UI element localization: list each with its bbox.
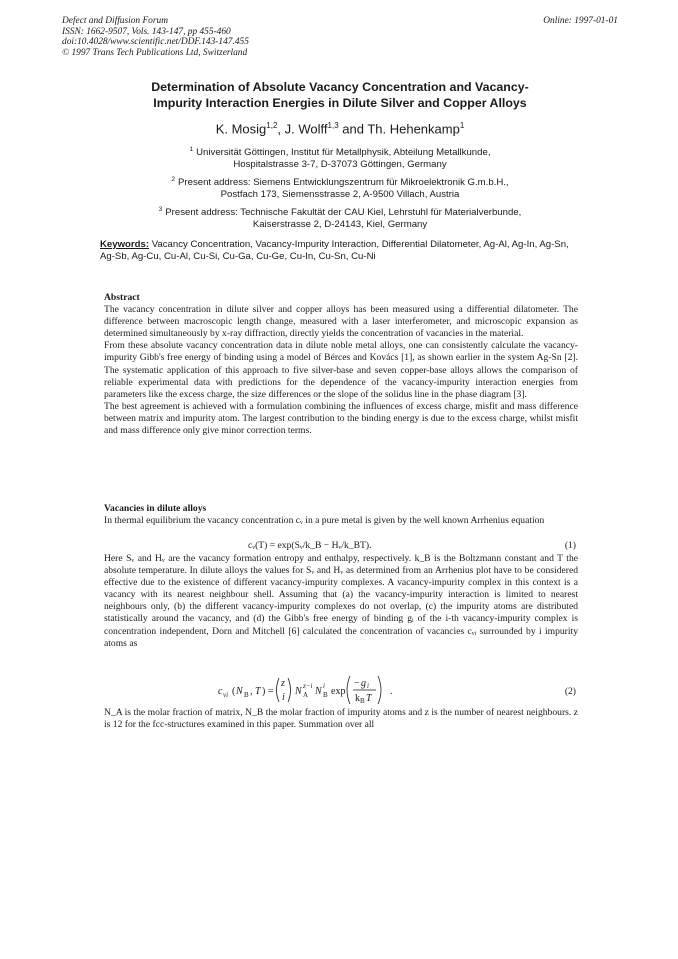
svg-text:−: − (354, 678, 360, 689)
author-1-affil: 1,2 (266, 121, 278, 130)
online-date: Online: 1997-01-01 (543, 16, 618, 26)
paper-title (60, 80, 620, 111)
abstract-paragraph-2: From these absolute vacancy concentration data in dilute noble metal alloys, one can consistently calculate the vacancy-impurity Gibb's free energy of binding using a model of Bérces and Kovács [1], as shown earlier in the system Ag-Sn [2]. The systematic application of this approach to five silver-base and seven copper-base alloys allows the comparison of reliable experimental data with predictions for the dependence of the vacancy-impurity interaction energies from parameters like the excess charge, the size differences or the slope of the solidus line in the phase diagram [3]. (104, 340, 578, 400)
title-line-1: Determination of Absolute Vacancy Concentration and Vacancy- (151, 80, 529, 94)
section-paragraph-2-block (104, 553, 578, 650)
svg-text:c: c (218, 686, 223, 697)
svg-text:B: B (244, 691, 249, 699)
affiliation-2-line-1: Present address: Siemens Entwicklungszentrum für Mikroelektronik G.m.b.H., (178, 177, 509, 189)
affiliation-1-line-2: Hospitalstrasse 3-7, D-37073 Göttingen, Germany (233, 158, 447, 170)
abstract-heading: Abstract (104, 292, 140, 303)
section-paragraph-1: In thermal equilibrium the vacancy concentration cᵥ in a pure metal is given by the well known Arrhenius equation (104, 515, 545, 527)
svg-text:z−i: z−i (303, 682, 313, 690)
svg-text:B: B (360, 697, 365, 705)
svg-text:T: T (366, 693, 372, 704)
equation-2-number: (2) (564, 686, 576, 697)
abstract-section (104, 292, 578, 437)
author-2: J. Wolff (284, 121, 328, 137)
svg-text:k: k (355, 693, 360, 704)
svg-text:A: A (303, 691, 309, 699)
doi-line: doi:10.4028/www.scientific.net/DDF.143-147.455 (62, 37, 249, 48)
section-paragraph-3: N_A is the molar fraction of matrix, N_B the molar fraction of impurity atoms and z is the number of nearest neighbours. z is 12 for the fcc-structures examined in this paper. Summation over all (104, 707, 578, 731)
keywords-label: Keywords: (100, 239, 150, 250)
section-paragraph-3-block (104, 707, 578, 731)
author-1: K. Mosig (215, 121, 267, 137)
svg-text:N: N (315, 686, 322, 697)
equation-2 (218, 674, 438, 706)
svg-text:g: g (361, 678, 366, 689)
svg-text:i: i (323, 682, 325, 690)
svg-text:.: . (390, 686, 393, 697)
equation-1-number: (1) (564, 540, 576, 551)
journal-header (62, 16, 249, 58)
title-line-2: Impurity Interaction Energies in Dilute Silver and Copper Alloys (153, 95, 527, 110)
affiliation-3-line-1: Present address: Technische Fakultät der CAU Kiel, Lehrstuhl für Materialverbunde, (165, 207, 522, 219)
affiliation-3 (90, 204, 590, 230)
svg-text:i: i (282, 692, 285, 703)
svg-text:N: N (295, 686, 302, 697)
svg-text:T: T (255, 686, 261, 697)
affiliation-2-line-2: Postfach 173, Siemensstrasse 2, A-9500 Villach, Austria (220, 188, 460, 200)
affiliation-2-sup: 2 (171, 176, 176, 183)
svg-text:) =: ) = (262, 686, 274, 697)
author-3: and Th. Hehenkamp (342, 121, 460, 137)
issn-line: ISSN: 1662-9507, Vols. 143-147, pp 455-460 (62, 26, 231, 37)
author-list: K. Mosig$^{1,2}$, J. Wolff$^{1,3}$ and Th. Hehenkamp$^1$ (215, 121, 465, 137)
affiliation-3-sup: 3 (158, 206, 163, 213)
svg-text:(: ( (232, 686, 236, 697)
affiliation-1 (90, 144, 590, 170)
svg-text:exp: exp (331, 686, 346, 697)
journal-name: Defect and Diffusion Forum (62, 16, 168, 26)
affiliation-2 (90, 174, 590, 200)
svg-text:z: z (281, 678, 285, 689)
affiliation-1-line-1: Universität Göttingen, Institut für Metallphysik, Abteilung Metallkunde, (196, 147, 491, 159)
svg-text:vi: vi (223, 691, 229, 699)
svg-text:B: B (323, 691, 328, 699)
affiliation-1-sup: 1 (189, 146, 194, 153)
copyright-line: © 1997 Trans Tech Publications Ltd, Switzerland (62, 47, 248, 58)
section-paragraph-2: Here Sᵥ and Hᵥ are the vacancy formation entropy and enthalpy, respectively. k_B is the Boltzmann constant and T the absolute temperature. In dilute alloys the values for Sᵥ and Hᵥ as determined from an Arrhenius plot have to be considered effective due to the existence of different vacancy-impurity complexes. A vacancy-impurity complex in this context is a vacancy with its nearest neighbour shell. Assuming that (a) the vacancy-impurity interaction is limited to nearest neighbours only, (b) the different vacancy-impurity complexes do not overlap, (c) the impurity atoms are distributed statistically around the vacancy, and (d) the Gibb's free energy of binding gᵢ of the i-th vacancy-impurity complex is concentration independent, Dorn and Mitchell [6] calculated the concentration of vacancies cᵥᵢ surrounded by i impurity atoms as (104, 553, 578, 649)
section-heading: Vacancies in dilute alloys (104, 503, 207, 514)
abstract-paragraph-1: The vacancy concentration in dilute silver and copper alloys has been measured using a differential dilatometer. The difference between macroscopic length change, measured with a laser interferometer, and microscopic expansion as determined simultaneously by x-ray diffraction, directly yields the concentration of vacancies in the material. (104, 304, 578, 340)
svg-text:,: , (250, 686, 253, 697)
author-3-affil: 1 (459, 121, 465, 130)
svg-text:i: i (367, 682, 369, 690)
affiliation-3-line-2: Kaiserstrasse 2, D-24143, Kiel, Germany (252, 218, 428, 230)
author-2-affil: 1,3 (327, 121, 339, 130)
svg-text:N: N (236, 686, 243, 697)
abstract-paragraph-3: The best agreement is achieved with a formulation combining the influences of excess charge, misfit and mass difference between matrix and impurity atom. The largest contribution to the binding energy is due to the excess charge, whilst misfit and mass difference only give minor correction terms. (104, 400, 578, 437)
keywords-text: Vacancy Concentration, Vacancy-Impurity Interaction, Differential Dilatometer, Ag-Al, Ag-In, Ag-Sn, Ag-Sb, Ag-Cu, Cu-Al, Cu-Si, Cu-Ga, Cu-Ge, Cu-In, Cu-Sn, Cu-Ni (100, 239, 569, 262)
equation-1: cᵥ(T) = exp(Sᵥ/k_B − Hᵥ/k_BT). (248, 540, 372, 551)
keywords (100, 239, 580, 263)
section-vacancies (104, 503, 578, 527)
